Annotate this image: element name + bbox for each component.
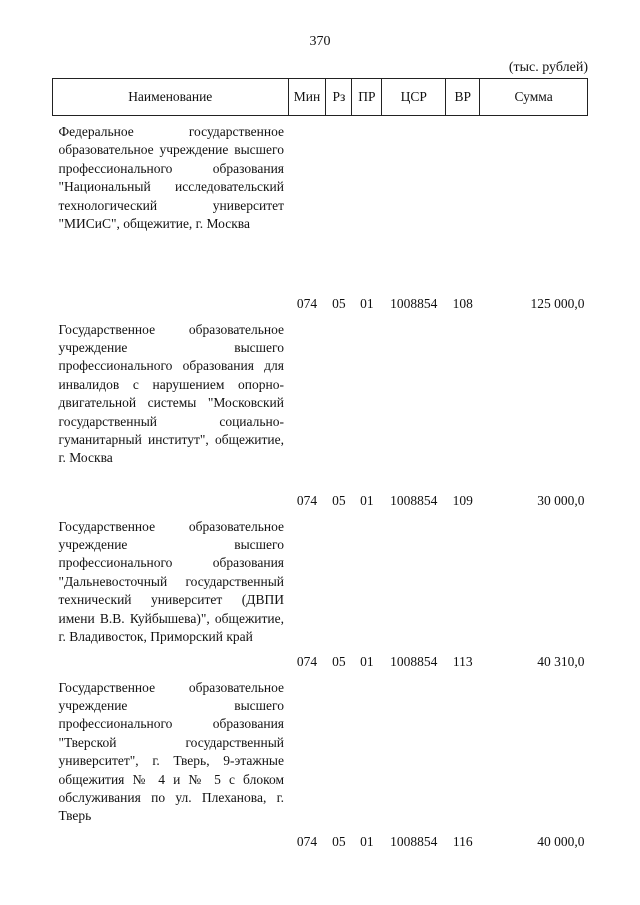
- row-rz: 05: [332, 833, 346, 849]
- row-sum: 40 000,0: [537, 833, 585, 849]
- header-vr: ВР: [446, 79, 480, 116]
- table-row: [53, 314, 588, 511]
- row-pr: 01: [360, 295, 374, 311]
- row-pr: 01: [360, 833, 374, 849]
- row-sum: 125 000,0: [530, 295, 585, 311]
- header-min: Мин: [288, 79, 326, 116]
- row-vr: 113: [452, 653, 473, 669]
- row-name: Федеральное государственное образовательное учреждение высшего профессионального образования "Национальный исследовательский технологический университет "МИСиС", общежитие, г. Москва: [58, 124, 284, 232]
- row-csr: 1008854: [390, 653, 438, 669]
- row-rz: 05: [332, 295, 346, 311]
- row-pr: 01: [360, 653, 374, 669]
- table-row: [53, 672, 588, 852]
- row-vr: 109: [452, 492, 473, 508]
- row-sum: 30 000,0: [537, 492, 585, 508]
- header-sum: Сумма: [480, 79, 588, 116]
- row-name: Государственное образовательное учреждение высшего профессионального образования для инвалидов с нарушением опорно-двигательной системы "Московский государственный социально-гуманитарный институт", общежитие, г. Москва: [58, 321, 284, 466]
- row-pr: 01: [360, 492, 374, 508]
- page-number: 370: [309, 34, 331, 49]
- header-rz: Рз: [326, 79, 352, 116]
- row-min: 074: [296, 833, 318, 849]
- row-rz: 05: [332, 653, 346, 669]
- budget-table: [52, 78, 588, 852]
- row-min: 074: [296, 653, 318, 669]
- row-csr: 1008854: [390, 295, 438, 311]
- header-csr: ЦСР: [382, 79, 446, 116]
- row-name: Государственное образовательное учреждение высшего профессионального образования "Тверской государственный университет", г. Тверь, 9-этажные общежития № 4 и № 5 с блоком обслуживания по ул. Плеханова, г. Тверь: [58, 679, 284, 824]
- row-min: 074: [296, 492, 318, 508]
- row-sum: 40 310,0: [537, 653, 585, 669]
- row-csr: 1008854: [390, 833, 438, 849]
- row-name: Государственное образовательное учреждение высшего профессионального образования "Дальневосточный государственный технический университет (ДВПИ имени В.В. Куйбышева)", общежитие, г. Владивосток, Приморский край: [58, 518, 284, 644]
- units-label: (тыс. рублей): [508, 60, 588, 75]
- table-row: [53, 511, 588, 672]
- row-min: 074: [296, 295, 318, 311]
- row-csr: 1008854: [390, 492, 438, 508]
- table-header: [53, 79, 588, 116]
- header-pr: ПР: [352, 79, 382, 116]
- row-rz: 05: [332, 492, 346, 508]
- table-row: [53, 116, 588, 314]
- row-vr: 108: [452, 295, 473, 311]
- row-vr: 116: [452, 833, 473, 849]
- header-name: Наименование: [53, 79, 289, 116]
